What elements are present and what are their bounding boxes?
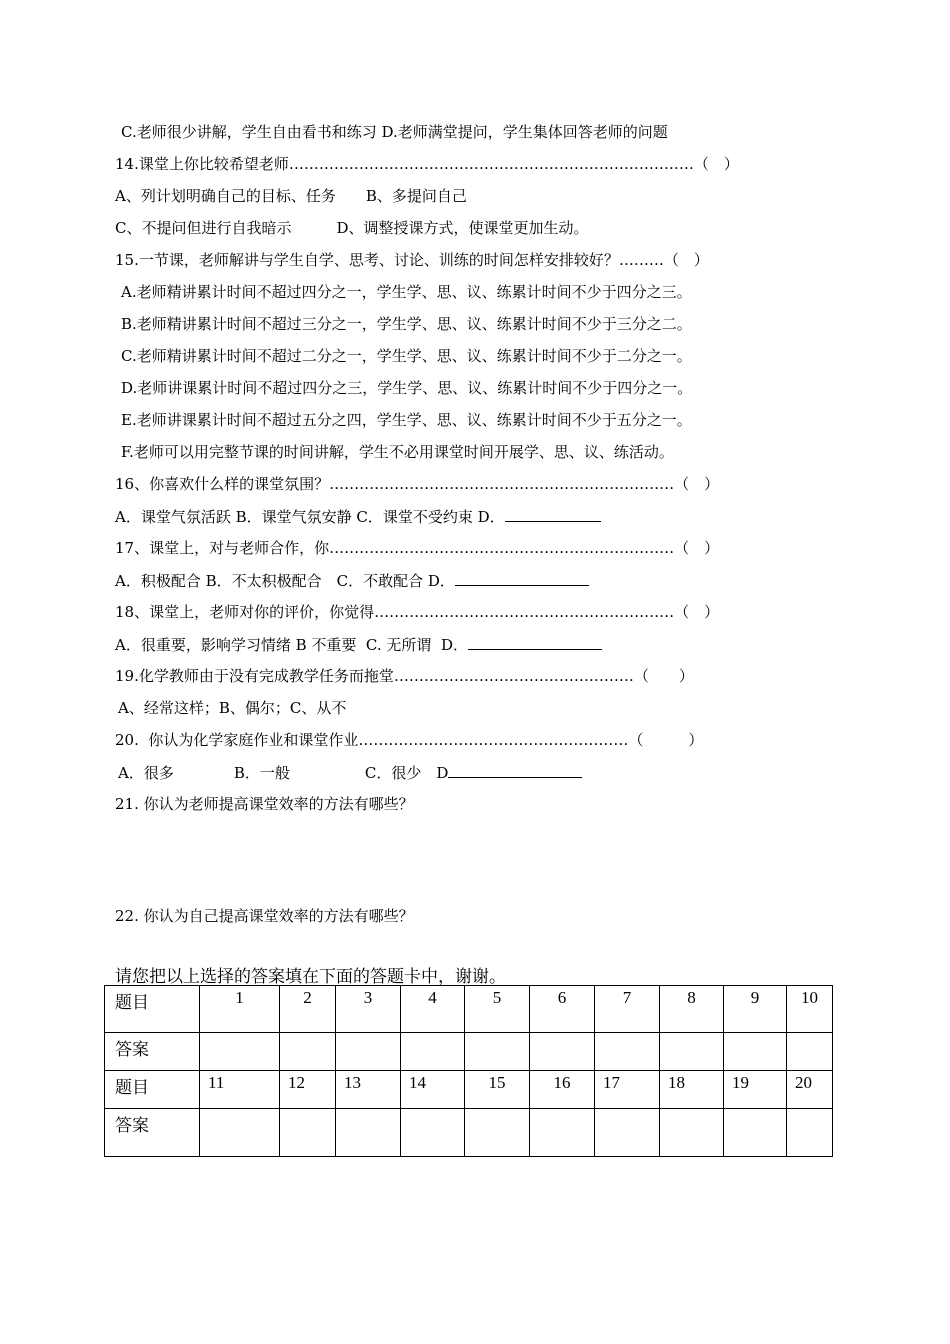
- answer-cell[interactable]: [530, 1109, 595, 1157]
- q15-option-d: D.老师讲课累计时间不超过四分之三，学生学、思、议、练累计时间不少于四分之一。: [121, 379, 693, 397]
- answer-cell[interactable]: [787, 1033, 833, 1071]
- question-number: 6: [530, 986, 595, 1033]
- answer-cell[interactable]: [336, 1109, 401, 1157]
- answer-cell[interactable]: [200, 1109, 280, 1157]
- question-number: 9: [724, 986, 787, 1033]
- q17-question: 17、课堂上，对与老师合作，你……………………………………………………………（ ）: [115, 539, 720, 557]
- table-row-questions-2: [105, 1071, 833, 1109]
- q20-answer-blank[interactable]: [448, 762, 582, 778]
- table-row-answers-2: [105, 1109, 833, 1157]
- q16-answer-blank[interactable]: [505, 506, 601, 522]
- answer-cell[interactable]: [401, 1109, 465, 1157]
- answer-cell[interactable]: [660, 1109, 724, 1157]
- answer-cell[interactable]: [200, 1033, 280, 1071]
- q15-option-a: A.老师精讲累计时间不超过四分之一，学生学、思、议、练累计时间不少于四分之三。: [121, 283, 692, 301]
- q15-question: 15.一节课，老师解讲与学生自学、思考、讨论、训练的时间怎样安排较好？………（ ）: [115, 251, 709, 269]
- q20-question: 20. 你认为化学家庭作业和课堂作业………………………………………………（ ）: [115, 731, 704, 749]
- question-number: 7: [595, 986, 660, 1033]
- question-number: 2: [280, 986, 336, 1033]
- q13-option-cd: C.老师很少讲解，学生自由看书和练习 D.老师满堂提问，学生集体回答老师的问题: [121, 123, 668, 141]
- q18-question: 18、课堂上，老师对你的评价，你觉得……………………………………………………（ ）: [115, 603, 720, 621]
- row-label: 答案: [105, 1033, 200, 1071]
- question-number: 1: [200, 986, 280, 1033]
- answer-cell[interactable]: [787, 1109, 833, 1157]
- answer-cell[interactable]: [595, 1109, 660, 1157]
- answer-cell[interactable]: [530, 1033, 595, 1071]
- row-label: 答案: [105, 1109, 200, 1157]
- q15-option-c: C.老师精讲累计时间不超过二分之一，学生学、思、议、练累计时间不少于二分之一。: [121, 347, 692, 365]
- q18-options: A．很重要，影响学习情绪 B 不重要 C. 无所谓 D．: [115, 634, 602, 655]
- question-number: 13: [336, 1071, 401, 1109]
- answer-cell[interactable]: [724, 1033, 787, 1071]
- question-number: 4: [401, 986, 465, 1033]
- question-number: 5: [465, 986, 530, 1033]
- table-row-questions-1: [105, 986, 833, 1033]
- q15-option-b: B.老师精讲累计时间不超过三分之一，学生学、思、议、练累计时间不少于三分之二。: [121, 315, 692, 333]
- q19-options: A、经常这样；B、偶尔；C、从不: [118, 699, 347, 717]
- q15-option-f: F.老师可以用完整节课的时间讲解，学生不必用课堂时间开展学、思、议、练活动。: [121, 443, 674, 461]
- question-number: 15: [465, 1071, 530, 1109]
- q20-options: A．很多 B．一般 C．很少 D: [118, 762, 582, 783]
- question-number: 18: [660, 1071, 724, 1109]
- question-number: 11: [200, 1071, 280, 1109]
- q22-question: 22. 你认为自己提高课堂效率的方法有哪些？: [115, 907, 414, 925]
- q16-question: 16、你喜欢什么样的课堂氛围？……………………………………………………………（ ）: [115, 475, 720, 493]
- answer-cell[interactable]: [401, 1033, 465, 1071]
- answer-cell[interactable]: [465, 1033, 530, 1071]
- question-number: 20: [787, 1071, 833, 1109]
- q14-option-cd: C、不提问但进行自我暗示 D、调整授课方式，使课堂更加生动。: [115, 219, 589, 237]
- answer-cell[interactable]: [465, 1109, 530, 1157]
- q19-question: 19.化学教师由于没有完成教学任务而拖堂…………………………………………（ ）: [115, 667, 694, 685]
- question-number: 19: [724, 1071, 787, 1109]
- row-label: 题目: [105, 1071, 200, 1109]
- question-number: 16: [530, 1071, 595, 1109]
- table-row-answers-1: [105, 1033, 833, 1071]
- q14-option-ab: A、列计划明确自己的目标、任务 B、多提问自己: [115, 187, 467, 205]
- q17-answer-blank[interactable]: [455, 570, 589, 586]
- question-number: 10: [787, 986, 833, 1033]
- q16-options: A．课堂气氛活跃 B．课堂气氛安静 C．课堂不受约束 D．: [115, 506, 601, 527]
- question-number: 8: [660, 986, 724, 1033]
- answer-cell[interactable]: [336, 1033, 401, 1071]
- answer-card-intro: 请您把以上选择的答案填在下面的答题卡中，谢谢。: [115, 967, 506, 987]
- q15-option-e: E.老师讲课累计时间不超过五分之四，学生学、思、议、练累计时间不少于五分之一。: [121, 411, 692, 429]
- question-number: 3: [336, 986, 401, 1033]
- question-number: 14: [401, 1071, 465, 1109]
- q17-options: A．积极配合 B．不太积极配合 C．不敢配合 D．: [115, 570, 589, 591]
- q18-answer-blank[interactable]: [468, 634, 602, 650]
- question-number: 17: [595, 1071, 660, 1109]
- answer-cell[interactable]: [280, 1109, 336, 1157]
- answer-cell[interactable]: [280, 1033, 336, 1071]
- answer-card-table: [104, 985, 833, 1157]
- q14-question: 14.课堂上你比较希望老师………………………………………………………………………（ ）: [115, 155, 739, 173]
- q21-question: 21. 你认为老师提高课堂效率的方法有哪些？: [115, 795, 414, 813]
- answer-cell[interactable]: [595, 1033, 660, 1071]
- question-number: 12: [280, 1071, 336, 1109]
- answer-cell[interactable]: [724, 1109, 787, 1157]
- answer-cell[interactable]: [660, 1033, 724, 1071]
- row-label: 题目: [105, 986, 200, 1033]
